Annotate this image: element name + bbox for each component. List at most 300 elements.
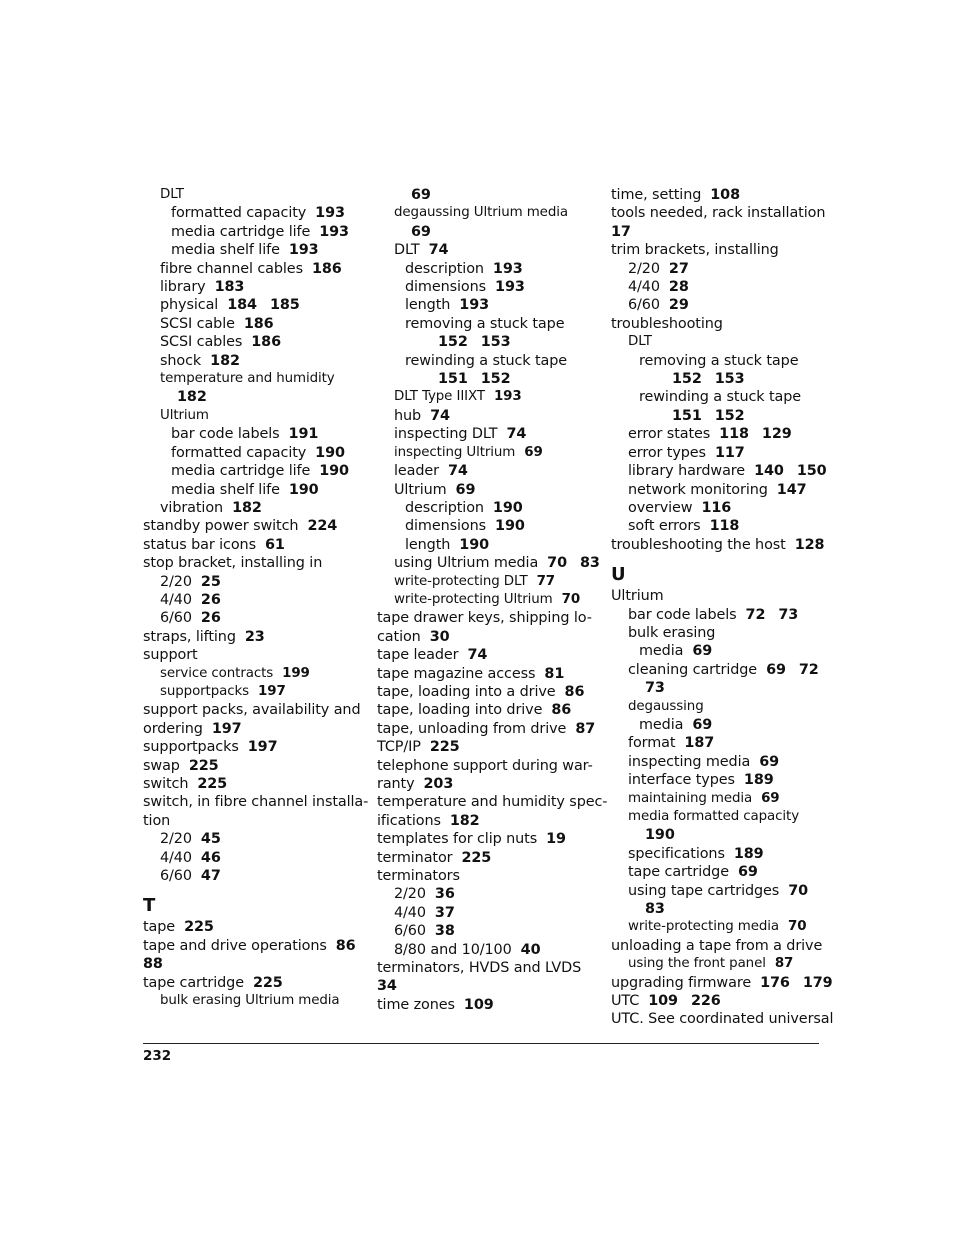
index-page-ref: 184 (227, 297, 257, 314)
index-entry (143, 241, 355, 259)
index-entry (377, 959, 589, 977)
index-entry (611, 808, 823, 826)
index-page-ref: 128 (794, 536, 825, 553)
index-entry-term: support (143, 647, 198, 664)
index-entry-term: write-protecting media (628, 919, 779, 935)
index-entry-term: hub (394, 407, 422, 424)
index-page-ref: 140 (754, 463, 784, 480)
index-entry (143, 499, 355, 517)
index-entry (143, 830, 355, 848)
index-page-ref: 182 (449, 812, 480, 829)
index-entry-term: status bar icons (143, 536, 256, 553)
index-entry (611, 241, 823, 259)
index-entry (611, 444, 823, 462)
index-page-ref: 86 (551, 702, 572, 719)
index-entry-term: swap (143, 757, 180, 774)
index-entry (143, 701, 361, 719)
index-page-ref: 47 (200, 868, 221, 885)
index-entry-term: temperature and humidity spec- (377, 794, 608, 811)
index-page-ref: 152 (438, 334, 468, 351)
index-page-ref: 118 (719, 426, 749, 443)
index-entry (143, 554, 355, 572)
index-entry-term: 4/40 (160, 591, 192, 608)
index-page-ref: 72 (745, 606, 766, 623)
index-page-ref: 73 (778, 606, 799, 623)
index-entry-term: leader (394, 463, 439, 480)
index-page-ref: 190 (288, 481, 319, 498)
index-entry-term: SCSI cables (160, 334, 243, 351)
index-entry (377, 665, 589, 683)
index-page-ref: 152 (714, 407, 745, 424)
index-page-ref: 74 (447, 463, 468, 480)
index-page-ref: 185 (269, 297, 300, 314)
index-page-ref: 83 (580, 555, 600, 572)
index-entry-term: tape and drive operations (143, 937, 327, 954)
index-page-ref: 69 (761, 790, 780, 806)
index-page-ref: 74 (506, 426, 527, 443)
index-entry (377, 573, 589, 591)
index-entry (143, 204, 355, 222)
index-entry-term: library (160, 279, 206, 296)
index-entry-term: error types (628, 444, 706, 461)
index-entry (611, 753, 823, 771)
index-entry-term: telephone support during war- (377, 757, 593, 774)
index-entry (611, 333, 823, 351)
index-entry (377, 499, 589, 517)
index-letter-heading: T (143, 895, 156, 917)
index-page-ref: 46 (200, 849, 221, 866)
index-entry (377, 517, 589, 535)
index-entry-term: using Ultrium media (394, 555, 539, 572)
index-entry (611, 462, 827, 480)
index-entry (143, 775, 355, 793)
index-entry-term: removing a stuck tape (405, 315, 565, 332)
index-entry-term: UTC (611, 993, 640, 1010)
index-entry (377, 315, 589, 333)
index-entry (611, 517, 823, 535)
index-page-ref: 116 (701, 499, 732, 516)
index-page-ref: 28 (668, 279, 689, 296)
index-entry-term: tape leader (377, 647, 459, 664)
index-page-ref: 74 (430, 407, 450, 424)
index-page-ref: 108 (710, 187, 741, 203)
index-entry (377, 388, 589, 406)
index-entry (143, 425, 355, 443)
index-entry-term: write-protecting DLT (394, 573, 528, 589)
index-entry (377, 425, 589, 443)
index-entry-term: Ultrium (394, 481, 447, 498)
index-entry (611, 863, 823, 881)
index-entry (377, 591, 589, 609)
index-page-ref: 69 (524, 444, 543, 460)
index-entry (143, 812, 355, 830)
index-page-ref: 183 (214, 279, 245, 296)
index-page-ref: 190 (315, 444, 345, 461)
index-entry (377, 186, 589, 204)
index-page-ref: 190 (492, 499, 523, 516)
index-entry (377, 260, 589, 278)
index-entry (143, 992, 355, 1010)
index-page-ref: 25 (200, 573, 221, 590)
index-entry-term: switch (143, 776, 189, 792)
index-entry-term: dimensions (405, 279, 487, 296)
index-entry (611, 716, 823, 734)
index-entry-term: unloading a tape from a drive (611, 937, 823, 954)
index-page-ref: 199 (282, 665, 310, 681)
index-entry (143, 937, 355, 955)
index-entry (377, 333, 589, 351)
index-entry (143, 665, 355, 683)
index-entry (143, 974, 355, 992)
index-entry-term: 2/20 (394, 886, 426, 903)
index-page-ref: 176 (760, 974, 790, 991)
index-entry (377, 922, 589, 940)
index-page-ref: 197 (247, 739, 278, 756)
index-entry-term: 4/40 (628, 279, 660, 296)
index-entry-term: description (405, 260, 484, 277)
index-page-ref: 70 (787, 919, 807, 935)
index-entry (377, 370, 589, 388)
index-page-ref: 69 (411, 187, 431, 203)
index-entry-term: tape (143, 919, 176, 936)
index-entry (377, 830, 589, 848)
index-page-ref: 197 (258, 683, 286, 699)
index-page-ref: 193 (288, 242, 319, 259)
index-entry-term: specifications (628, 845, 725, 862)
index-page-ref: 74 (467, 647, 488, 664)
index-page-ref: 29 (668, 297, 689, 314)
index-page-ref: 69 (411, 223, 431, 240)
index-entry (611, 679, 823, 697)
index-entry-term: media (639, 716, 684, 733)
index-page-ref: 225 (197, 776, 228, 792)
index-page-ref: 81 (544, 665, 565, 682)
index-page-ref: 193 (319, 223, 349, 240)
index-entry-term: tape cartridge (143, 974, 244, 991)
index-entry (143, 628, 355, 646)
index-entry-term: vibration (160, 499, 224, 516)
index-page-ref: 151 (672, 407, 702, 424)
index-entry (611, 918, 823, 936)
index-entry (611, 882, 823, 900)
index-entry (143, 352, 355, 370)
index-entry-term: using the front panel (628, 956, 766, 972)
index-entry-term: 6/60 (160, 610, 192, 627)
index-entry-term: ifications (377, 812, 441, 829)
index-entry (143, 186, 355, 204)
index-entry (143, 315, 355, 333)
index-entry-term: terminators (377, 868, 460, 885)
index-entry-term: DLT (160, 187, 184, 202)
index-page-ref: 69 (766, 661, 786, 678)
index-page-ref: 153 (714, 371, 745, 388)
index-entry-term: tape cartridge (628, 864, 729, 881)
index-entry (377, 646, 589, 664)
index-entry-term: media shelf life (171, 481, 280, 498)
index-page-ref: 109 (648, 993, 678, 1010)
index-entry-term: templates for clip nuts (377, 831, 538, 848)
index-entry-term: standby power switch (143, 518, 299, 535)
index-entry (377, 720, 596, 738)
index-entry (611, 992, 823, 1010)
index-entry-term: media (639, 643, 684, 660)
index-entry (611, 407, 823, 425)
index-entry (611, 536, 823, 554)
index-page-ref: 70 (788, 882, 809, 899)
index-entry-term: DLT Type IIIXT (394, 389, 485, 405)
index-entry-term: media cartridge life (171, 223, 311, 240)
index-page-ref: 193 (315, 205, 345, 222)
index-entry-term: terminator (377, 849, 453, 866)
index-entry (377, 904, 589, 922)
index-entry-term: inspecting media (628, 753, 751, 770)
index-entry-term: rewinding a stuck tape (639, 389, 802, 406)
index-entry (143, 918, 355, 936)
index-page-ref: 224 (307, 518, 338, 535)
index-page-ref: 197 (211, 720, 242, 737)
index-entry-term: SCSI cable (160, 315, 235, 332)
index-entry-term: troubleshooting the host (611, 536, 786, 553)
index-entry (377, 609, 592, 627)
index-page-ref: 151 (438, 371, 468, 388)
index-page-ref: 117 (714, 444, 745, 461)
index-column-3 (611, 186, 834, 1029)
index-entry-term: upgrading firmware (611, 974, 752, 991)
index-entry-term: bar code labels (628, 606, 737, 623)
index-page-ref: 69 (692, 716, 713, 733)
index-entry-term: 6/60 (628, 297, 660, 314)
index-page-ref: 189 (733, 845, 764, 862)
index-entry-term: shock (160, 352, 202, 369)
index-entry (611, 481, 823, 499)
index-page-ref: 118 (709, 518, 740, 535)
index-entry (611, 624, 823, 642)
index-page-ref: 69 (759, 753, 780, 770)
index-entry-term: tape, loading into a drive (377, 683, 556, 700)
index-entry-term: support packs, availability and (143, 702, 361, 719)
index-entry-term: inspecting DLT (394, 426, 498, 443)
index-entry (611, 499, 823, 517)
index-entry-term: tape magazine access (377, 665, 536, 682)
index-entry (143, 462, 355, 480)
index-entry-term: physical (160, 297, 219, 314)
index-entry (611, 937, 823, 955)
index-entry (377, 296, 589, 314)
index-entry (611, 315, 823, 333)
index-page-ref: 193 (459, 297, 490, 314)
index-entry-term: 2/20 (160, 573, 192, 590)
index-page-ref: 69 (737, 864, 758, 881)
index-entry-term: 6/60 (394, 923, 426, 940)
index-page-ref: 190 (495, 518, 525, 535)
index-page-ref: 182 (232, 499, 262, 516)
index-entry (377, 977, 589, 995)
index-entry-term: using tape cartridges (628, 882, 780, 899)
index-entry-term: format (628, 735, 676, 752)
index-page-ref: 86 (335, 937, 356, 954)
index-page-ref: 182 (210, 352, 240, 369)
index-entry (611, 1010, 834, 1028)
index-entry (143, 720, 355, 738)
index-entry-term: ranty (377, 776, 415, 792)
index-entry (611, 845, 823, 863)
index-entry-term: tape, unloading from drive (377, 720, 567, 737)
index-page-ref: 152 (672, 371, 702, 388)
index-entry-term: maintaining media (628, 790, 753, 806)
index-entry-term: tape drawer keys, shipping lo- (377, 610, 592, 627)
index-entry-term: straps, lifting (143, 628, 236, 645)
index-entry-term: formatted capacity (171, 444, 307, 461)
index-page-ref: 88 (143, 956, 163, 973)
index-entry (143, 609, 355, 627)
index-entry-term: stop bracket, installing in (143, 555, 323, 572)
index-page-ref: 190 (459, 536, 490, 553)
index-entry (143, 370, 355, 388)
index-entry-term: dimensions (405, 518, 487, 535)
index-page-ref: 186 (243, 315, 274, 332)
index-column-2 (377, 186, 608, 1014)
index-entry-term: tools needed, rack installation (611, 205, 826, 222)
index-entry (611, 186, 823, 204)
index-entry-term: 4/40 (160, 849, 192, 866)
index-entry (611, 642, 823, 660)
index-entry (377, 867, 589, 885)
index-entry-term: cleaning cartridge (628, 661, 758, 678)
index-entry-term: interface types (628, 772, 735, 789)
index-page-ref: 190 (319, 463, 349, 480)
index-entry-term: degaussing (628, 698, 704, 714)
index-entry (377, 996, 589, 1014)
index-entry-term: overview (628, 499, 693, 516)
index-entry (611, 352, 823, 370)
index-entry (143, 481, 355, 499)
index-entry-term: switch, in fibre channel installa- (143, 794, 369, 811)
index-entry-term: degaussing Ultrium media (394, 205, 568, 221)
index-entry (611, 204, 826, 222)
index-page-ref: 19 (546, 831, 566, 848)
index-entry (611, 974, 833, 992)
index-page-ref: 27 (668, 260, 689, 277)
index-entry (377, 775, 589, 793)
index-entry (377, 738, 589, 756)
index-entry-term: fibre channel cables (160, 260, 303, 277)
index-entry-term: tape, loading into drive (377, 702, 543, 719)
index-entry (143, 260, 355, 278)
index-entry (611, 425, 823, 443)
index-entry-term: error states (628, 426, 711, 443)
index-entry (611, 370, 823, 388)
index-entry (143, 738, 355, 756)
index-page-ref: 187 (684, 735, 715, 752)
index-entry (143, 867, 355, 885)
index-page-ref: 69 (692, 643, 713, 660)
index-entry-term: formatted capacity (171, 205, 307, 222)
index-page-ref: 109 (463, 996, 494, 1013)
index-entry (611, 771, 823, 789)
page-number: 232 (143, 1048, 172, 1064)
index-entry-term: 2/20 (160, 831, 192, 848)
index-entry (143, 646, 355, 664)
index-entry (611, 278, 823, 296)
index-entry (143, 591, 355, 609)
index-entry-term: bulk erasing (628, 624, 716, 641)
index-entry (377, 444, 589, 462)
index-entry-term: write-protecting Ultrium (394, 591, 553, 607)
index-entry (611, 734, 823, 752)
index-entry (611, 955, 823, 973)
index-entry (377, 885, 589, 903)
index-entry-term: media shelf life (171, 242, 280, 259)
index-entry-term: length (405, 297, 451, 314)
index-page-ref: 226 (690, 993, 721, 1010)
index-page-ref: 74 (428, 242, 449, 259)
index-entry-term: UTC. See coordinated universal (611, 1011, 834, 1028)
index-entry (611, 900, 823, 918)
index-entry (377, 683, 589, 701)
index-entry-term: time zones (377, 996, 455, 1013)
index-page-ref: 191 (288, 426, 319, 443)
index-entry-term: 2/20 (628, 260, 660, 277)
index-page-ref: 182 (177, 389, 207, 406)
index-page-ref: 153 (480, 334, 511, 351)
index-entry-term: DLT (394, 242, 420, 259)
index-entry (143, 757, 355, 775)
index-page-ref: 225 (252, 974, 283, 991)
index-entry (377, 757, 593, 775)
index-page-ref: 45 (200, 831, 221, 848)
index-page-ref: 37 (434, 904, 455, 921)
index-entry-term: 6/60 (160, 868, 192, 885)
index-entry-term: supportpacks (143, 739, 239, 756)
index-entry (143, 444, 355, 462)
index-entry (143, 955, 355, 973)
index-entry-term: soft errors (628, 518, 701, 535)
index-page-ref: 225 (184, 919, 214, 936)
index-entry-term: cation (377, 628, 421, 645)
index-entry-term: DLT (628, 334, 652, 350)
index-page-ref: 87 (575, 720, 596, 737)
index-page-ref: 147 (776, 481, 807, 498)
index-page-ref: 40 (520, 941, 541, 958)
index-entry (377, 481, 589, 499)
index-page-ref: 86 (564, 683, 585, 700)
index-page-ref: 193 (493, 389, 522, 405)
index-entry (611, 606, 823, 624)
index-entry (377, 628, 589, 646)
index-entry-term: trim brackets, installing (611, 242, 779, 259)
index-page-ref: 34 (377, 978, 397, 995)
index-page-ref: 17 (611, 223, 631, 240)
index-page-ref: 30 (429, 628, 450, 645)
index-entry-term: Ultrium (611, 588, 664, 605)
index-entry (143, 333, 355, 351)
index-entry (377, 793, 608, 811)
index-entry (611, 661, 823, 679)
index-page-ref: 83 (645, 901, 665, 918)
index-entry (143, 849, 355, 867)
index-entry-term: tion (143, 812, 171, 829)
index-entry (143, 517, 355, 535)
index-entry (611, 790, 823, 808)
index-entry-term: temperature and humidity (160, 371, 335, 387)
index-entry-term: media cartridge life (171, 463, 311, 480)
index-entry (143, 573, 355, 591)
index-entry (611, 223, 823, 241)
index-entry-term: 4/40 (394, 904, 426, 921)
index-page-ref: 73 (645, 680, 665, 697)
index-entry-term: terminators, HVDS and LVDS (377, 960, 582, 977)
index-entry (377, 407, 589, 425)
